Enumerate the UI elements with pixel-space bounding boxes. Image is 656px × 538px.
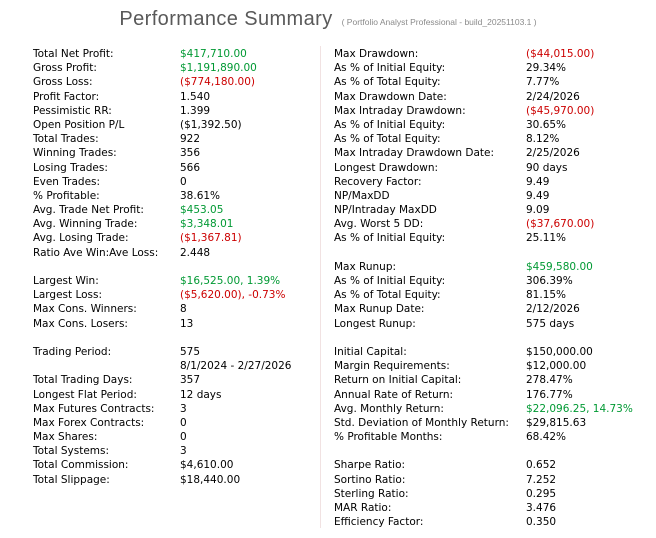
metric-row <box>334 317 656 331</box>
metric-label: Winning Trades: <box>33 147 117 160</box>
metric-label: Initial Capital: <box>334 345 407 358</box>
metric-row <box>334 90 656 104</box>
metric-label: Max Drawdown Date: <box>334 90 447 103</box>
metric-row <box>33 345 317 359</box>
metric-value: 3.476 <box>526 502 557 514</box>
metric-label: As % of Initial Equity: <box>334 275 446 287</box>
metric-row <box>334 231 656 245</box>
metric-row <box>334 47 656 61</box>
metric-value: 29.34% <box>526 62 567 75</box>
metric-label: Total Net Profit: <box>33 48 114 60</box>
metric-value: 2/25/2026 <box>526 147 580 160</box>
metric-value: 9.49 <box>526 189 550 202</box>
metric-label: Max Drawdown: <box>334 48 419 60</box>
metric-row <box>334 359 656 373</box>
metric-label: Max Shares: <box>33 431 98 444</box>
metric-label: Pessimistic RR: <box>33 104 112 117</box>
metric-value: 575 days <box>526 317 575 330</box>
metric-row <box>33 118 317 132</box>
metric-row <box>334 345 656 359</box>
report-build-info: ( Portfolio Analyst Professional - build_20251103.1 ) <box>341 17 537 27</box>
metric-label: Gross Profit: <box>33 62 97 75</box>
metric-row <box>33 288 317 302</box>
metric-label: Total Trading Days: <box>33 374 133 387</box>
metric-row <box>33 388 317 402</box>
metric-row <box>33 75 317 89</box>
metric-label: Max Cons. Winners: <box>33 303 137 316</box>
spacer-row <box>33 260 317 274</box>
metric-value: 2/24/2026 <box>526 90 580 103</box>
metric-label: Longest Runup: <box>334 317 416 330</box>
metric-label: Std. Deviation of Monthly Return: <box>334 416 509 429</box>
metric-row <box>334 402 656 416</box>
metric-row <box>334 203 656 217</box>
metric-value: $16,525.00, 1.39% <box>180 275 281 287</box>
metric-value: 12 days <box>180 388 222 401</box>
metric-row <box>33 175 317 189</box>
metric-label: Ratio Ave Win:Ave Loss: <box>33 246 159 259</box>
metric-row <box>334 487 656 501</box>
metric-label: Annual Rate of Return: <box>334 388 454 401</box>
right-column <box>334 47 656 529</box>
metric-value: ($45,970.00) <box>526 104 595 117</box>
metric-value: $1,191,890.00 <box>180 62 257 75</box>
metric-row <box>334 75 656 89</box>
metric-row <box>334 501 656 515</box>
metric-label: Max Cons. Losers: <box>33 317 128 330</box>
metric-value: ($1,392.50) <box>180 118 242 131</box>
metric-value: 1.399 <box>180 104 211 117</box>
metric-row <box>33 373 317 387</box>
metric-label: Total Trades: <box>33 133 99 146</box>
metric-value: 38.61% <box>180 189 221 202</box>
metric-label: Largest Win: <box>33 275 99 287</box>
metric-value: 566 <box>180 161 201 174</box>
metric-row <box>334 416 656 430</box>
metric-value: $4,610.00 <box>180 459 234 472</box>
metric-value: 8.12% <box>526 133 560 146</box>
metric-row <box>334 189 656 203</box>
metric-label: Gross Loss: <box>33 76 93 89</box>
metric-label: As % of Initial Equity: <box>334 62 446 75</box>
metric-row <box>334 104 656 118</box>
metric-label: Max Runup: <box>334 260 397 273</box>
metric-row <box>334 373 656 387</box>
metric-value: 0.652 <box>526 459 557 472</box>
metric-row <box>334 302 656 316</box>
metric-label: As % of Initial Equity: <box>334 232 446 245</box>
metric-value: 0.295 <box>526 487 557 500</box>
metric-value: 13 <box>180 317 194 330</box>
metric-label: Max Futures Contracts: <box>33 402 155 415</box>
metric-value: 575 <box>180 345 201 358</box>
metric-label: % Profitable Months: <box>334 431 443 444</box>
metric-label: As % of Total Equity: <box>334 133 441 146</box>
metric-label: Avg. Monthly Return: <box>334 402 444 415</box>
metric-row <box>33 146 317 160</box>
metric-label: Avg. Worst 5 DD: <box>334 218 424 231</box>
metric-value: 7.252 <box>526 473 557 486</box>
metric-row <box>33 231 317 245</box>
spacer-row <box>334 246 656 260</box>
metric-row <box>33 90 317 104</box>
metric-row <box>33 203 317 217</box>
metric-label: Total Commission: <box>33 459 129 472</box>
spacer-row <box>334 331 656 345</box>
metric-value: 1.540 <box>180 90 211 103</box>
metric-row <box>334 260 656 274</box>
metric-value: 0 <box>180 175 187 188</box>
metric-value: 356 <box>180 147 201 160</box>
metric-row <box>33 416 317 430</box>
metric-row <box>33 458 317 472</box>
metric-row <box>334 175 656 189</box>
metric-value: 90 days <box>526 161 568 174</box>
metric-row <box>334 388 656 402</box>
metric-label: Max Forex Contracts: <box>33 416 145 429</box>
metric-value: 306.39% <box>526 275 573 287</box>
metric-label: Avg. Losing Trade: <box>33 232 129 245</box>
metric-row <box>33 61 317 75</box>
metric-row <box>334 118 656 132</box>
metric-row <box>334 473 656 487</box>
metric-value: 922 <box>180 133 201 146</box>
metric-label: Largest Loss: <box>33 289 103 302</box>
metric-value: 0 <box>180 431 187 444</box>
metric-value: $3,348.01 <box>180 218 234 231</box>
metric-value: 68.42% <box>526 431 567 444</box>
spacer-row <box>334 444 656 458</box>
metric-value: 357 <box>180 374 201 387</box>
metric-row <box>334 274 656 288</box>
metric-label: Efficiency Factor: <box>334 516 424 529</box>
metric-value: 0.350 <box>526 516 557 529</box>
metric-label: Trading Period: <box>33 345 112 358</box>
metric-label: Max Intraday Drawdown Date: <box>334 147 495 160</box>
metric-row <box>33 444 317 458</box>
metric-value: 3 <box>180 402 187 415</box>
metric-label: MAR Ratio: <box>334 502 392 514</box>
metric-label: Even Trades: <box>33 175 101 188</box>
metric-row <box>33 359 317 373</box>
metric-label: Return on Initial Capital: <box>334 374 462 387</box>
metric-row <box>33 161 317 175</box>
metric-value: 278.47% <box>526 374 573 387</box>
metric-value: 30.65% <box>526 118 567 131</box>
metric-value: 2/12/2026 <box>526 303 580 316</box>
metric-row <box>33 302 317 316</box>
metric-label <box>33 359 180 373</box>
report-title: Performance Summary <box>119 8 333 30</box>
report-header <box>0 8 656 31</box>
metric-row <box>334 515 656 529</box>
metric-label: NP/MaxDD <box>334 189 390 202</box>
metric-row <box>33 189 317 203</box>
column-divider <box>320 46 321 528</box>
metric-label: Losing Trades: <box>33 161 108 174</box>
metric-row <box>334 430 656 444</box>
metric-row <box>33 430 317 444</box>
metric-row <box>33 473 317 487</box>
metric-row <box>334 146 656 160</box>
metric-value: 3 <box>180 445 187 458</box>
metric-label: Sharpe Ratio: <box>334 459 406 472</box>
metric-label: Recovery Factor: <box>334 175 422 188</box>
metric-value: $459,580.00 <box>526 260 593 273</box>
metric-label: % Profitable: <box>33 189 100 202</box>
metric-value: ($44,015.00) <box>526 48 595 60</box>
metric-label: Longest Flat Period: <box>33 388 137 401</box>
metric-value: 0 <box>180 416 187 429</box>
metric-value: $22,096.25, 14.73% <box>526 402 633 415</box>
metric-value: 2.448 <box>180 246 211 259</box>
metric-row <box>33 246 317 260</box>
metric-value: ($1,367.81) <box>180 232 242 245</box>
metric-label: Open Position P/L <box>33 118 125 131</box>
metric-value: ($37,670.00) <box>526 218 595 231</box>
metric-row <box>33 47 317 61</box>
metric-label: Total Slippage: <box>33 473 110 486</box>
metric-row <box>33 402 317 416</box>
metric-value: 81.15% <box>526 289 567 302</box>
metric-label: Max Intraday Drawdown: <box>334 104 466 117</box>
metric-row <box>33 274 317 288</box>
metric-label: As % of Initial Equity: <box>334 118 446 131</box>
metric-label: NP/Intraday MaxDD <box>334 204 437 217</box>
metric-value: $18,440.00 <box>180 473 241 486</box>
left-column <box>33 47 317 487</box>
metric-row <box>334 217 656 231</box>
metric-row <box>334 161 656 175</box>
metric-row <box>334 61 656 75</box>
metric-label: As % of Total Equity: <box>334 289 441 302</box>
metric-label: Max Runup Date: <box>334 303 425 316</box>
metric-label: Sterling Ratio: <box>334 487 409 500</box>
metric-label: Profit Factor: <box>33 90 100 103</box>
metric-row <box>33 217 317 231</box>
metric-value: $453.05 <box>180 204 224 217</box>
metric-value: 9.09 <box>526 204 550 217</box>
metric-value: 176.77% <box>526 388 573 401</box>
metric-row <box>33 317 317 331</box>
metric-label: Avg. Winning Trade: <box>33 218 138 231</box>
spacer-row <box>33 331 317 345</box>
metric-row <box>334 132 656 146</box>
metric-label: Sortino Ratio: <box>334 473 406 486</box>
metric-value: 8/1/2024 - 2/27/2026 <box>180 360 292 373</box>
metric-label: Margin Requirements: <box>334 360 450 373</box>
metric-value: $12,000.00 <box>526 360 587 373</box>
metric-value: 8 <box>180 303 187 316</box>
metric-row <box>334 458 656 472</box>
metric-value: ($774,180.00) <box>180 76 255 89</box>
metric-row <box>33 104 317 118</box>
metric-value: 25.11% <box>526 232 567 245</box>
metric-label: Longest Drawdown: <box>334 161 439 174</box>
metric-row <box>33 132 317 146</box>
metric-value: $150,000.00 <box>526 345 593 358</box>
metric-value: ($5,620.00), -0.73% <box>180 289 286 302</box>
metric-value: 7.77% <box>526 76 560 89</box>
metric-value: $29,815.63 <box>526 416 587 429</box>
metric-value: $417,710.00 <box>180 48 247 60</box>
metric-row <box>334 288 656 302</box>
metric-label: Total Systems: <box>33 445 110 458</box>
metric-label: As % of Total Equity: <box>334 76 441 89</box>
metric-value: 9.49 <box>526 175 550 188</box>
metric-label: Avg. Trade Net Profit: <box>33 204 144 217</box>
